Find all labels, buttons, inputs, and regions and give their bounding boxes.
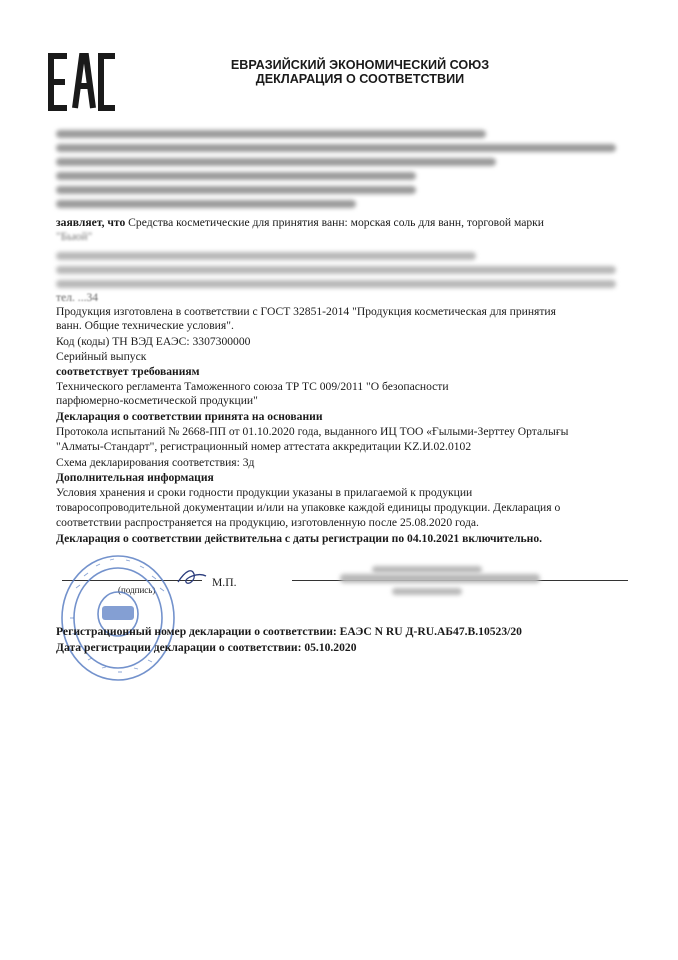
trademark-partial: "Бьюй": [56, 230, 93, 243]
basis-line-1: Протокола испытаний № 2668-ПП от 01.10.2020 года, выданного ИЦ ТОО «Ғылыми-Зерттеу Орталығы: [56, 425, 569, 438]
additional-line-2: товаросопроводительной документации и/или на упаковке каждой единицы продукции. Декларация о: [56, 501, 561, 514]
standard-line-1: Продукция изготовлена в соответствии с ГОСТ 32851-2014 "Продукция косметическая для принятия: [56, 305, 556, 318]
scheme-line: Схема декларирования соответствия: 3д: [56, 456, 255, 469]
requirements-line-2: парфюмерно-косметической продукции": [56, 394, 258, 407]
seal-label: М.П.: [212, 576, 237, 589]
manufacturer-phone-partial: тел. ...34: [56, 291, 99, 304]
serial-release-line: Серийный выпуск: [56, 350, 147, 363]
additional-heading: Дополнительная информация: [56, 471, 214, 484]
requirements-line-1: Технического регламента Таможенного союза ТР ТС 009/2011 "О безопасности: [56, 380, 449, 393]
signature-label: (подпись): [118, 585, 156, 595]
declares-label: заявляет, что: [56, 216, 126, 229]
standard-line-2: ванн. Общие технические условия".: [56, 319, 234, 332]
document-header: [210, 58, 510, 86]
basis-heading: Декларация о соответствии принята на основании: [56, 410, 323, 423]
additional-line-1: Условия хранения и сроки годности продукции указаны в прилагаемой к продукции: [56, 486, 473, 499]
requirements-heading: соответствует требованиям: [56, 365, 200, 378]
header-union-title: ЕВРАЗИЙСКИЙ ЭКОНОМИЧЕСКИЙ СОЮЗ: [230, 58, 490, 72]
registration-date-line: Дата регистрации декларации о соответствии: 05.10.2020: [56, 641, 357, 654]
eac-logo-icon: [47, 52, 119, 112]
registration-number-line: Регистрационный номер декларации о соответствии: ЕАЭС N RU Д-RU.АБ47.В.10523/20: [56, 625, 522, 638]
additional-line-3: соответствии распространяется на продукцию, изготовленную после 25.08.2020 года.: [56, 516, 479, 529]
company-stamp-icon: [56, 548, 186, 688]
basis-line-2: "Алматы-Стандарт", регистрационный номер аттестата аккредитации KZ.И.02.0102: [56, 440, 472, 453]
tnved-code-line: Код (коды) ТН ВЭД ЕАЭС: 3307300000: [56, 335, 251, 348]
declares-line: [56, 216, 544, 230]
declares-text: Средства косметические для принятия ванн: морская соль для ванн, торговой марки: [128, 216, 545, 229]
validity-line: Декларация о соответствии действительна с даты регистрации по 04.10.2021 включительно.: [56, 532, 543, 545]
header-declaration-title: ДЕКЛАРАЦИЯ О СООТВЕТСТВИИ: [255, 72, 465, 86]
